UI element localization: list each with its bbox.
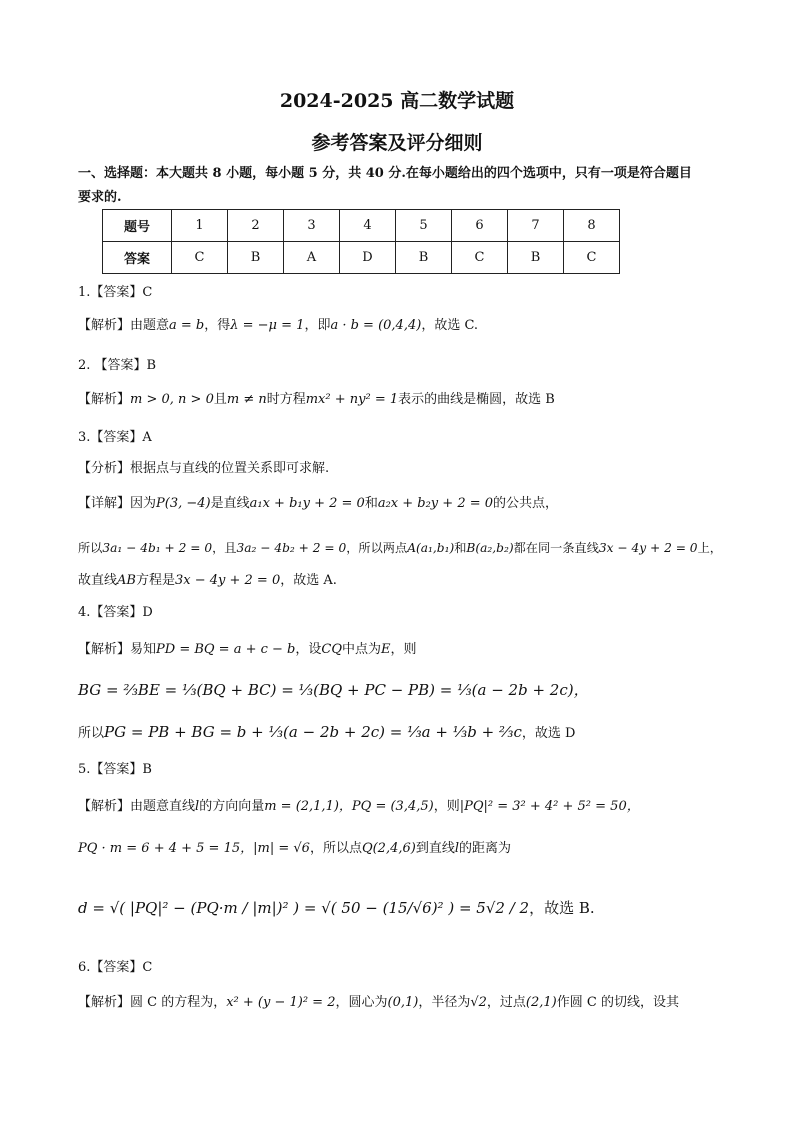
q4-explanation-line-2: BG = ⅔BE = ⅓(BQ + BC) = ⅓(BQ + PC − PB) = ⅓(a − 2b + 2c)， xyxy=(78,681,589,699)
section-heading-line-1: 一、选择题：本大题共 8 小题，每小题 5 分，共 40 分.在每小题给出的四个选项中，只有一项是符合题目 xyxy=(78,166,692,181)
page-subtitle: 参考答案及评分细则 xyxy=(311,132,483,154)
q5-distance-formula: d = √( |PQ|² − (PQ·m / |m|)² ) = √( 50 − (15/√6)² ) = 5√2 / 2，故选 B. xyxy=(78,899,595,917)
table-cell-number: 1 xyxy=(172,210,228,242)
table-cell-number: 6 xyxy=(452,210,508,242)
table-row-numbers xyxy=(103,210,620,242)
table-cell-number: 5 xyxy=(396,210,452,242)
q1-explanation: 【解析】由题意a = b，得λ = −μ = 1，即a · b = (0,4,4)，故选 C. xyxy=(78,318,479,333)
section-heading-line-2: 要求的. xyxy=(78,190,122,205)
answer-table xyxy=(102,209,620,274)
page-title: 2024-2025 高二数学试题 xyxy=(279,90,515,112)
table-cell-answer: C xyxy=(564,242,620,274)
table-cell-number: 8 xyxy=(564,210,620,242)
table-cell-answer: B xyxy=(508,242,564,274)
table-cell-number: 3 xyxy=(284,210,340,242)
table-cell-number: 2 xyxy=(228,210,284,242)
table-row-answers xyxy=(103,242,620,274)
table-cell-number: 7 xyxy=(508,210,564,242)
table-cell-answer: A xyxy=(284,242,340,274)
q6-explanation: 【解析】圆 C 的方程为，x² + (y − 1)² = 2，圆心为(0,1)，半径为√2，过点(2,1)作圆 C 的切线，设其 xyxy=(78,995,679,1010)
table-cell-answer: C xyxy=(452,242,508,274)
q2-explanation: 【解析】m > 0, n > 0且m ≠ n时方程mx² + ny² = 1表示的曲线是椭圆，故选 B xyxy=(78,392,555,407)
table-cell-answer: D xyxy=(340,242,396,274)
q3-detail-line-1: 【详解】因为P(3, −4)是直线a₁x + b₁y + 2 = 0和a₂x + b₂y + 2 = 0的公共点， xyxy=(78,496,559,511)
q1-answer: 1.【答案】C xyxy=(78,285,153,300)
q2-answer: 2. 【答案】B xyxy=(78,358,157,373)
q3-analysis: 【分析】根据点与直线的位置关系即可求解. xyxy=(78,461,330,476)
q4-explanation-line-1: 【解析】易知PD = BQ = a + c − b，设CQ中点为E，则 xyxy=(78,642,417,657)
q3-detail-line-2: 所以3a₁ − 4b₁ + 2 = 0，且3a₂ − 4b₂ + 2 = 0，所以两点A(a₁,b₁)和B(a₂,b₂)都在同一条直线3x − 4y + 2 = 0上， xyxy=(78,541,722,555)
table-cell-answer: B xyxy=(228,242,284,274)
q3-detail-line-3: 故直线AB方程是3x − 4y + 2 = 0，故选 A. xyxy=(78,573,337,588)
q6-answer: 6.【答案】C xyxy=(78,960,153,975)
q5-explanation-line-2: PQ · m = 6 + 4 + 5 = 15，|m| = √6，所以点Q(2,4,6)到直线l的距离为 xyxy=(78,841,512,856)
table-header-label: 题号 xyxy=(103,210,172,242)
q5-explanation-line-1: 【解析】由题意直线l的方向向量m = (2,1,1)，PQ = (3,4,5)，则|PQ|² = 3² + 4² + 5² = 50， xyxy=(78,799,640,814)
q4-answer: 4.【答案】D xyxy=(78,605,153,620)
q3-answer: 3.【答案】A xyxy=(78,430,152,445)
q5-answer: 5.【答案】B xyxy=(78,762,152,777)
table-cell-answer: C xyxy=(172,242,228,274)
table-cell-answer: B xyxy=(396,242,452,274)
table-cell-number: 4 xyxy=(340,210,396,242)
q4-explanation-line-3: 所以PG = PB + BG = b + ⅓(a − 2b + 2c) = ⅓a + ⅓b + ⅔c，故选 D xyxy=(78,723,576,741)
table-answer-label: 答案 xyxy=(103,242,172,274)
